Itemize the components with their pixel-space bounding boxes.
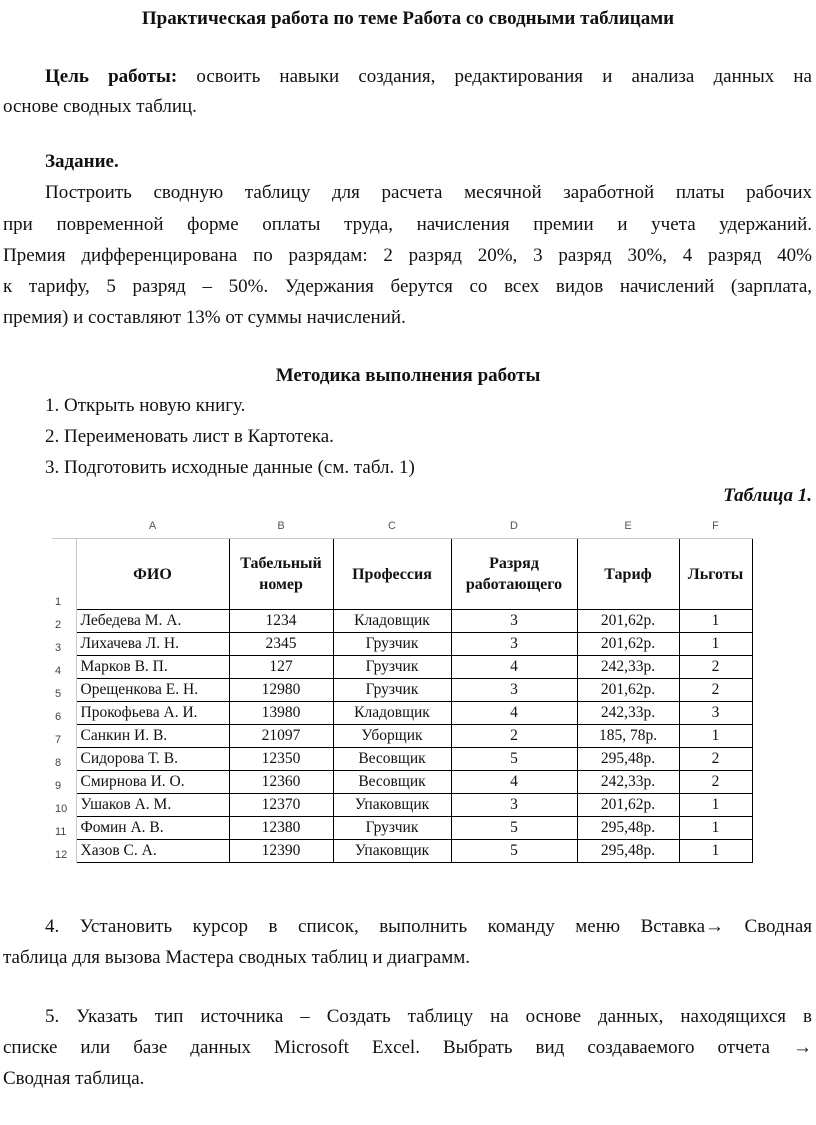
cell-tariff: 242,33р.: [577, 771, 679, 794]
cell-benefits: 1: [679, 817, 752, 840]
goal-line-2: основе сводных таблиц.: [3, 96, 197, 117]
cell-num: 12980: [229, 679, 333, 702]
method-step-2: 2. Переименовать лист в Картотека.: [45, 426, 334, 447]
cell-rank: 3: [451, 610, 577, 633]
header-profession: Профессия: [333, 539, 451, 610]
cell-rank: 5: [451, 840, 577, 863]
column-letter: E: [577, 513, 679, 539]
cell-tariff: 242,33р.: [577, 656, 679, 679]
step4-line-2: таблица для вызова Мастера сводных таблиц и диаграмм.: [3, 947, 471, 968]
cell-prof: Уборщик: [333, 725, 451, 748]
cell-rank: 5: [451, 748, 577, 771]
cell-rank: 5: [451, 817, 577, 840]
goal-text: освоить навыки создания, редактирования и анализа данных на: [177, 66, 812, 87]
row-number: 1: [52, 539, 76, 610]
cell-prof: Упаковщик: [333, 794, 451, 817]
header-tariff: Тариф: [577, 539, 679, 610]
cell-tariff: 201,62р.: [577, 679, 679, 702]
goal-label: Цель работы:: [45, 66, 178, 87]
method-step-3: 3. Подготовить исходные данные (см. табл. 1): [45, 457, 415, 478]
cell-fio: Прокофьева А. И.: [76, 702, 229, 725]
table-row: [52, 840, 752, 863]
cell-num: 12350: [229, 748, 333, 771]
step5-line-3: Сводная таблица.: [3, 1068, 145, 1089]
task-line-5: премия) и составляют 13% от суммы начислений.: [3, 307, 406, 328]
cell-prof: Грузчик: [333, 817, 451, 840]
row-number: 8: [52, 748, 76, 771]
cell-rank: 3: [451, 794, 577, 817]
cell-num: 2345: [229, 633, 333, 656]
cell-tariff: 295,48р.: [577, 748, 679, 771]
cell-fio: Санкин И. В.: [76, 725, 229, 748]
cell-benefits: 1: [679, 794, 752, 817]
cell-benefits: 2: [679, 771, 752, 794]
header-benefits: Льготы: [679, 539, 752, 610]
task-line-2: при повременной форме оплаты труда, начисления премии и учета удержаний.: [3, 214, 812, 235]
row-number: 7: [52, 725, 76, 748]
spreadsheet-screenshot: [52, 513, 752, 878]
cell-num: 12370: [229, 794, 333, 817]
cell-fio: Смирнова И. О.: [76, 771, 229, 794]
column-letter: F: [679, 513, 752, 539]
cell-rank: 3: [451, 679, 577, 702]
table-row: [52, 702, 752, 725]
table-row: [52, 656, 752, 679]
cell-fio: Фомин А. В.: [76, 817, 229, 840]
cell-num: 21097: [229, 725, 333, 748]
header-rank-l2: работающего: [465, 576, 563, 593]
cell-fio: Сидорова Т. В.: [76, 748, 229, 771]
cell-tariff: 201,62р.: [577, 633, 679, 656]
page-title: Практическая работа по теме Работа со сводными таблицами: [141, 8, 675, 29]
table-row: [52, 633, 752, 656]
cell-prof: Весовщик: [333, 748, 451, 771]
cell-benefits: 1: [679, 725, 752, 748]
row-number: 10: [52, 794, 76, 817]
header-tab-l1: Табельный: [240, 555, 322, 572]
table-row: [52, 748, 752, 771]
row-number: 2: [52, 610, 76, 633]
cell-prof: Кладовщик: [333, 702, 451, 725]
cell-rank: 4: [451, 771, 577, 794]
cell-benefits: 2: [679, 679, 752, 702]
cell-tariff: 185, 78р.: [577, 725, 679, 748]
cell-rank: 4: [451, 702, 577, 725]
row-number: 3: [52, 633, 76, 656]
header-rank: [451, 539, 577, 610]
cell-fio: Ушаков А. М.: [76, 794, 229, 817]
column-letter: B: [229, 513, 333, 539]
cell-tariff: 295,48р.: [577, 840, 679, 863]
cell-benefits: 1: [679, 610, 752, 633]
cell-fio: Марков В. П.: [76, 656, 229, 679]
corner-cell: [52, 513, 76, 539]
cell-prof: Весовщик: [333, 771, 451, 794]
step5-line-1: 5. Указать тип источника – Создать таблицу на основе данных, находящихся в: [45, 1006, 812, 1027]
step5-line-2: списке или базе данных Microsoft Excel. Выбрать вид создаваемого отчета →: [3, 1037, 812, 1058]
goal-line-1: [45, 66, 812, 88]
cell-prof: Упаковщик: [333, 840, 451, 863]
cell-fio: Лебедева М. А.: [76, 610, 229, 633]
cell-benefits: 2: [679, 748, 752, 771]
cell-fio: Лихачева Л. Н.: [76, 633, 229, 656]
cell-prof: Грузчик: [333, 633, 451, 656]
cell-tariff: 295,48р.: [577, 817, 679, 840]
cell-rank: 2: [451, 725, 577, 748]
table-row: [52, 771, 752, 794]
table-row: [52, 725, 752, 748]
row-number: 4: [52, 656, 76, 679]
header-tab-number: [229, 539, 333, 610]
row-number: 9: [52, 771, 76, 794]
row-number: 5: [52, 679, 76, 702]
cell-prof: Грузчик: [333, 679, 451, 702]
cell-fio: Орещенкова Е. Н.: [76, 679, 229, 702]
column-letter: D: [451, 513, 577, 539]
row-number: 6: [52, 702, 76, 725]
table-row: [52, 679, 752, 702]
cell-num: 1234: [229, 610, 333, 633]
method-step-1: 1. Открыть новую книгу.: [45, 395, 246, 416]
cell-num: 127: [229, 656, 333, 679]
table-caption: Таблица 1.: [723, 485, 812, 506]
cell-rank: 4: [451, 656, 577, 679]
task-line-1: Построить сводную таблицу для расчета месячной заработной платы рабочих: [45, 182, 812, 203]
table-header-row: [52, 539, 752, 610]
cell-tariff: 242,33р.: [577, 702, 679, 725]
header-fio: ФИО: [76, 539, 229, 610]
task-line-3: Премия дифференцирована по разрядам: 2 разряд 20%, 3 разряд 30%, 4 разряд 40%: [3, 245, 812, 266]
row-number: 11: [52, 817, 76, 840]
cell-prof: Грузчик: [333, 656, 451, 679]
cell-num: 12380: [229, 817, 333, 840]
column-letter: C: [333, 513, 451, 539]
cell-fio: Хазов С. А.: [76, 840, 229, 863]
header-tab-l2: номер: [259, 576, 303, 593]
task-line-4: к тарифу, 5 разряд – 50%. Удержания берутся со всех видов начислений (зарплата,: [3, 276, 812, 297]
step4-line-1: 4. Установить курсор в список, выполнить команду меню Вставка→ Сводная: [45, 916, 812, 937]
cell-tariff: 201,62р.: [577, 794, 679, 817]
task-label: Задание.: [45, 151, 119, 172]
cell-rank: 3: [451, 633, 577, 656]
table-row: [52, 794, 752, 817]
cell-num: 12390: [229, 840, 333, 863]
cell-benefits: 3: [679, 702, 752, 725]
data-table: [52, 513, 753, 863]
cell-benefits: 1: [679, 840, 752, 863]
table-row: [52, 610, 752, 633]
table-row: [52, 817, 752, 840]
cell-prof: Кладовщик: [333, 610, 451, 633]
row-number: 12: [52, 840, 76, 863]
cell-num: 12360: [229, 771, 333, 794]
cell-num: 13980: [229, 702, 333, 725]
header-rank-l1: Разряд: [489, 555, 539, 572]
cell-tariff: 201,62р.: [577, 610, 679, 633]
cell-benefits: 1: [679, 633, 752, 656]
cell-benefits: 2: [679, 656, 752, 679]
column-letter: A: [76, 513, 229, 539]
method-heading: Методика выполнения работы: [275, 365, 541, 386]
